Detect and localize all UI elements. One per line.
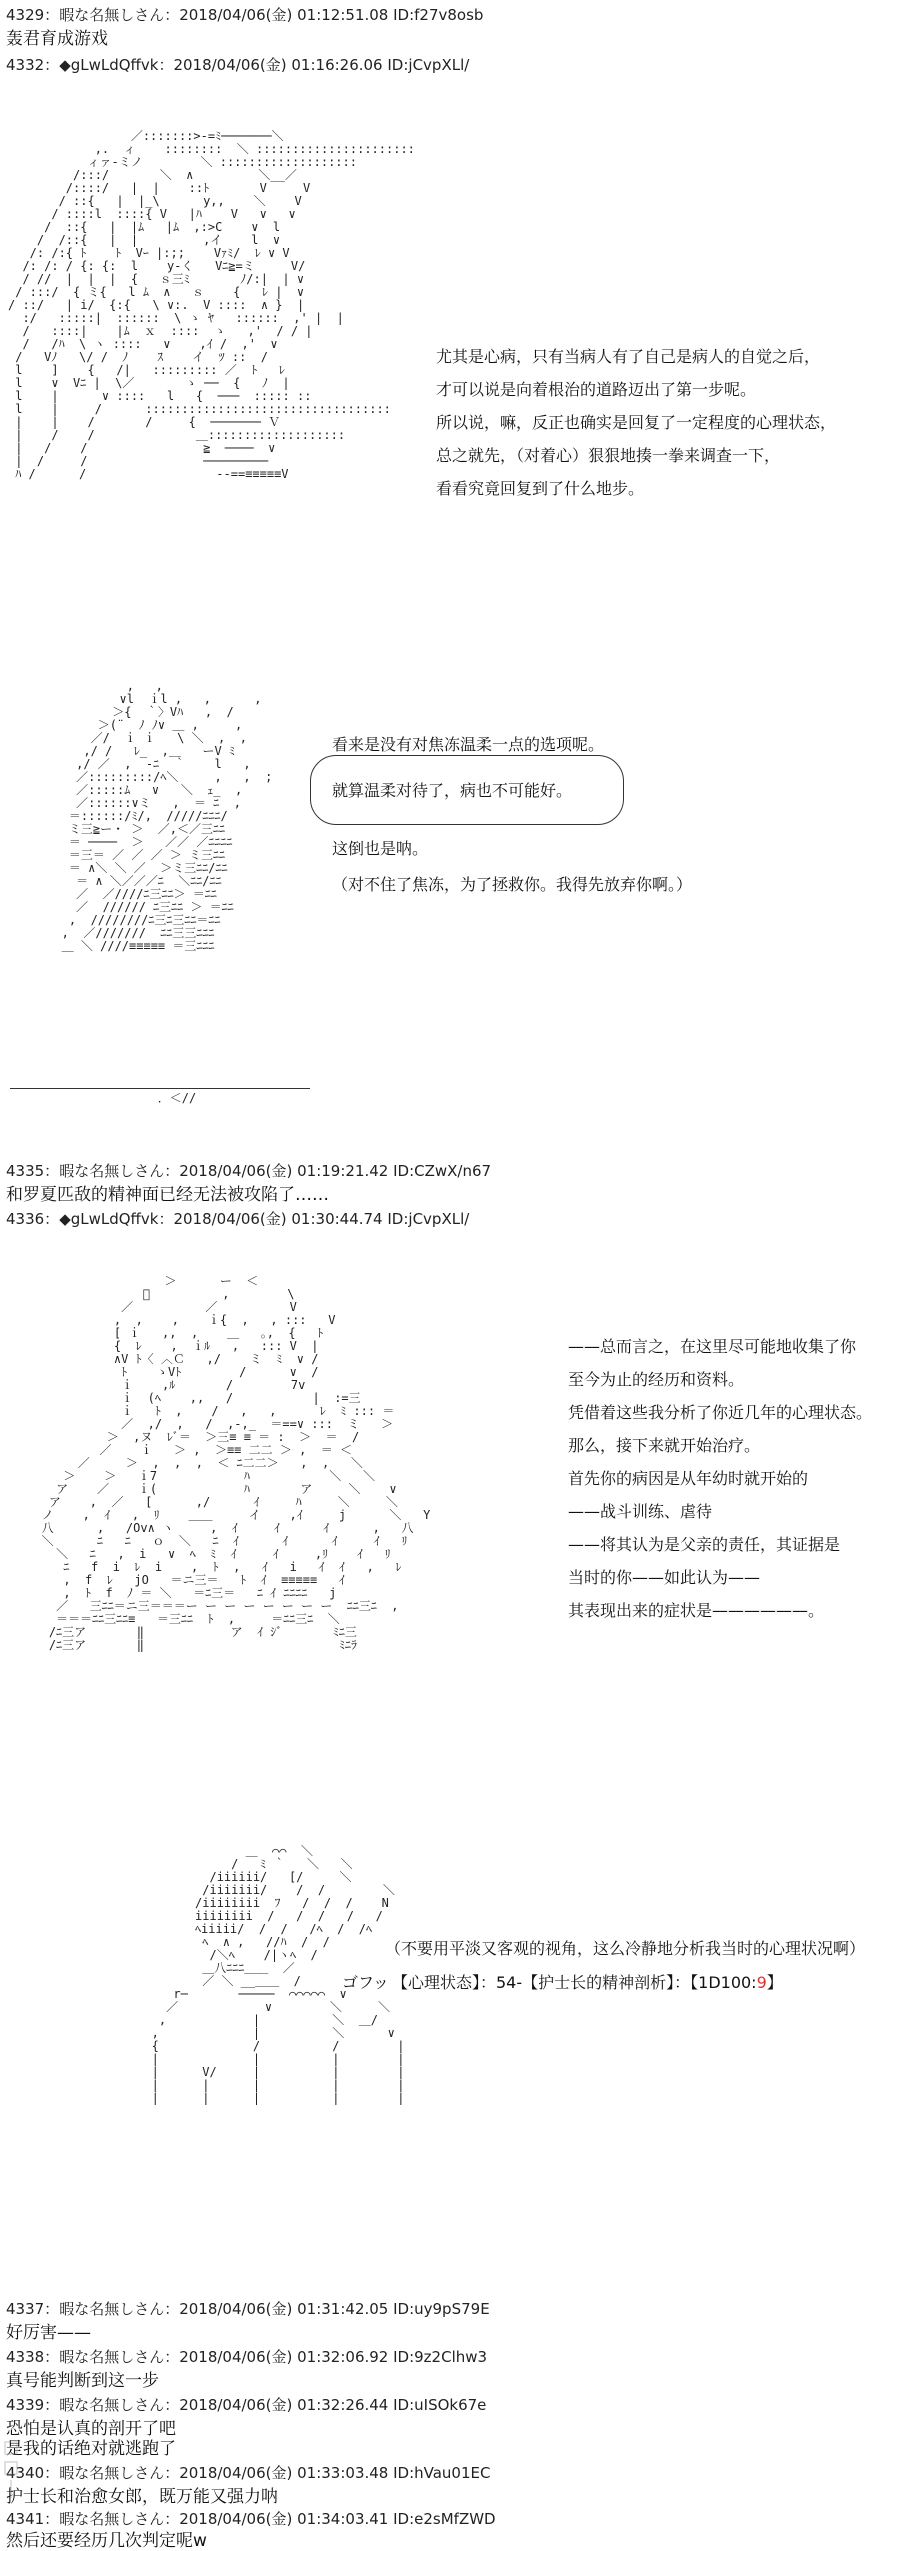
dialogue-line: （不要用平淡又客观的视角，这么冷静地分析我当时的心理状况啊） — [385, 1939, 866, 1958]
dialogue-line: 这倒也是呐。 — [332, 839, 429, 858]
post-number: 4337： — [6, 2300, 60, 2318]
post-header: 4338：暇な名無しさん：2018/04/06(金) 01:32:06.92 ID:9z2Clhw3 — [6, 2348, 488, 2366]
post-header: 4337：暇な名無しさん：2018/04/06(金) 01:31:42.05 ID:uy9pS79E — [6, 2300, 490, 2318]
dice-result: 【心理状态】：54-【护士长的精神剖析】：【1D100:9】 — [392, 1973, 783, 1992]
post-number: 4340： — [6, 2464, 60, 2482]
speech-bubble-text: 就算温柔对待了，病也不可能好。 — [332, 781, 573, 800]
dialogue-line: （对不住了焦冻，为了拯救你。我得先放弃你啊。） — [332, 875, 693, 894]
post-number: 4329： — [6, 6, 60, 24]
dialogue-line: 看来是没有对焦冻温柔一点的选项呢。 — [332, 735, 605, 754]
ascii-art-nurse-standing: ＞ ー ＜ ﾟ , \ ／ ／ V , , , ｉ{ , , ::: V [ ｉ ,, , ＿ ｡, { ﾄ { ﾚ , ｉﾙ , ::: V | ∧V ﾄ〈 ︿Ｃ ,/ ミ ﾐ ∨ / ﾄ ゝVﾄ / ∨ / ｉ ,ﾙ / 7v ｉ (ﾍ ,, / | :=三 ｉ ﾄ , / , , ﾚ ﾐ ::: ＝ ／ ,/ , / ,-,_ ＝==∨ ::: ミ ＞ ＞ ,ヌ ﾚﾞ＝ ＞三≡ ≡ ＝ : ＞ ＝ / ／ ｉ ＞ , ＞≡≡ 二二 ＞ , ＝ ＜ ／ ＞ , , , ＜ ﾆ二二＞ , , ＼ ＞ ＞ ｉ7 ﾊ ＼ ＼ ア ／ ｉ( ﾊ ア ＼ ∨ ア , ／ [ ,/ ｲ ﾊ ＼ ＼ ノ , ｲ , ﾘ ＿＿ イ ,ｲ j ＼ Y 八 , /Ov∧ ヽ , ｲ ｲ ｲ , 八 ＼ ﾆ ﾆ ｏ ＼ ﾆ ｲ ｲ ｲ ｲ ﾘ ＼ ﾆ , i ∨ ﾍ ﾐ ｲ ｲ ,ﾘ ｲ ﾘ ﾆ f i ﾚ i , ﾄ , ｲ i ｲ ｲ , ﾚ , f ﾚ jO ＝ニ三＝ ﾄ ｲ ≡≡≡≡≡ ｲ , ﾄ f ﾉ ＝ ＼ ＝ﾆ三＝ ﾆ ｲ ﾆﾆﾆﾆ j ／ 三ﾆﾆ＝ニ三＝＝＝ー ー ー ー ー ー ー ー ﾆﾆ三ﾆ , ＝＝＝ﾆﾆ三ﾆﾆ≡ ＝三ﾆﾆ ﾄ , ＝ﾆﾆ三ﾆ ＼ /ﾆ三ア ‖ ア ｲ ｼﾞ ﾐﾆ三 /ﾆ三ア ‖ ﾐﾆﾗ — [41, 1274, 431, 1652]
post-number: 4332： — [6, 56, 60, 74]
post-body: 和罗夏匹敌的精神面已经无法被攻陷了…… — [6, 1185, 329, 1205]
post-body: 轰君育成游戏 — [6, 29, 108, 49]
watermark-logo — [2, 2440, 20, 2540]
narration-block: 尤其是心病，只有当病人有了自己是病人的自觉之后， 才可以说是向着根治的道路迈出了第一步呢。 所以说，嘛，反正也确实是回复了一定程度的心理状态， 总之就先，（对着心）狠狠地揍一拳来调查一下， 看看究竟回复到了什么地步。 — [436, 347, 837, 498]
post-header: 4339：暇な名無しさん：2018/04/06(金) 01:32:26.44 ID:uISOk67e — [6, 2396, 487, 2414]
post-number: 4338： — [6, 2348, 60, 2366]
divider-line — [10, 1088, 310, 1089]
post-body: 然后还要经历几次判定呢w — [6, 2531, 207, 2551]
dice-roll-value: 9 — [756, 1973, 767, 1992]
sound-effect: ゴフッ — [342, 1973, 389, 1992]
post-number: 4335： — [6, 1162, 60, 1180]
post-number: 4341： — [6, 2510, 60, 2528]
ascii-art-boy-coughing: ＿ ⌒⌒ ＼ / ﾐ ｀ ＼ ＼ /iiiiii/ [/ ＼ /iiiiiii/ / / ＼ /iiiiiiii ﾌ / / / N iiiiiiii / / / / / ﾍiiiii/ / / /ﾍ / /ﾍ ﾍ ∧ , //ﾊ / / /＼ﾍ /|ヽﾍ / ＿八ﾆﾆﾆ＿＿ ／ ／ ＼ __＿＿ / r─ ───── ⌒⌒⌒⌒⌒ ∨ ／ ∨ ＼ ＼ , | ＼ ＿/ , | ＼ ∨ { / / | | | | | | V/ | | | | | | | | | | | | | — [151, 1844, 405, 2105]
post-body: 是我的话绝对就逃跑了 — [6, 2439, 176, 2459]
post-header: 4336：◆gLwLdQffvk：2018/04/06(金) 01:30:44.74 ID:jCvpXLl/ — [6, 1210, 470, 1228]
post-header: 4332：◆gLwLdQffvk：2018/04/06(金) 01:16:26.06 ID:jCvpXLl/ — [6, 56, 470, 74]
post-header: 4340：暇な名無しさん：2018/04/06(金) 01:33:03.48 ID:hVau01EC — [6, 2464, 491, 2482]
narration-block: ——总而言之，在这里尽可能地收集了你 至今为止的经历和资料。 凭借着这些我分析了你近几年的心理状态。 那么，接下来就开始治疗。 首先你的病因是从年幼时就开始的 ——战斗训练、虐待 ——将其认为是父亲的责任，其证据是 当时的你——如此认为—— 其表现出来的症状是——————。 — [568, 1337, 873, 1620]
post-header: 4335：暇な名無しさん：2018/04/06(金) 01:19:21.42 ID:CZwX/n67 — [6, 1162, 492, 1180]
post-number: 4339： — [6, 2396, 60, 2414]
post-body: 好厉害—— — [6, 2323, 91, 2343]
post-header: 4329：暇な名無しさん：2018/04/06(金) 01:12:51.08 ID:f27v8osb — [6, 6, 484, 24]
post-body: 护士长和治愈女郎，既万能又强力呐 — [6, 2487, 278, 2507]
post-body: 恐怕是认真的剖开了吧 — [6, 2419, 176, 2439]
ascii-art-feet: ．＜// — [100, 1091, 197, 1105]
post-body: 真号能判断到这一步 — [6, 2371, 159, 2391]
ascii-art-boy-sitting: , , ∨l ｉl , , , ＞{ ｀〉Vﾊ , / ＞(¨ ﾉ ﾉ∨ ＿ , , ／/ ｉ ｉ \ ＼ , , ,/ / ﾚ_ ,＿ ーV ﾐ ,/ ／ , -ﾆ ｀ l , ／:::::::::/ﾍ＼ , , ; ／:::::ﾑ ∨ ＼ ｪ_ , ／::::::∨ミ , ＝ ﾆ , ＝::::::/ﾐ/, /////ﾆﾆﾆ/ ミ三≧ー・ ＞ ／,＜／三ﾆﾆ ＝ ──── ＞ ／／ ／ﾆﾆﾆﾆ ＝三＝ ／ ／ ／ ＞ ミ三ﾆﾆ ＝ ∧＼ ＼ ／ ＞ミ三ﾆﾆ/ﾆﾆ ＝ ∧ ＼／／／ﾆ ＼ﾆﾆ/ﾆﾆ ／ ／////ﾆ三ﾆﾆ＞ ＝ﾆﾆ ／ ////// ﾆ三ﾆﾆ ＞ ＝ﾆﾆ , ////////ﾆ三ﾆ三ﾆﾆ＝ﾆﾆ , ／/////// ﾆﾆ三三ﾆﾆﾆ ＿ ＼ ////≡≡≡≡≡ ＝三ﾆﾆﾆ — [61, 679, 273, 953]
post-header: 4341：暇な名無しさん：2018/04/06(金) 01:34:03.41 ID:e2sMfZWD — [6, 2510, 496, 2528]
post-number: 4336： — [6, 1210, 60, 1228]
ascii-art-nurse-reading: ／:::::::>-=ﾐ───────＼ ,. ィ :::::::: ＼ :::::::::::::::::::::: ィァ-ミノ ＼ ::::::::::::::::::: /:::/ ＼ ∧ ＼__／ /::::/ | | ::ﾄ V V / ::{ | |_\ y,, ＼ V / ::::l ::::{ V |ﾊ V ∨ ∨ / ::{ | |ﾑ |ﾑ ,:>C ∨ l / /::{ | | ,イ l ∨ /: /:{ ﾄ ﾄ Vｰ |:;; Vｧﾐ/ ﾚ ∨ V /: /: / {: {: l y-く Vﾆ≧=ミ V/ / // | | | { ｓ三ﾐ ﾉ/:| | ∨ / :::/ { ミ{ l ﾑ ∧ ｓ { ﾚ | ∨ / ::/ | i/ {:{ \ ∨:. V :::: ∧ } | :/ :::::| :::::: \ ゝ ﾔ :::::: ,' | | / ::::| |ﾑ ｘ :::: ゝ ,' / / | / /ﾊ \ ヽ :::: ∨ ,ｲ / ,' ∨ / Vﾉ \/ / ﾉ ｽ イ ﾂ :: / l ] { /| ::::::::: ／ ﾄ ﾚ l ∨ Vﾆ | \／ ゝ ── { ﾉ | l | ∨ :::: l { ─── ::::: :: l | / :::::::::::::::::::::::::::::::::: | | / / { ─────── Ｖ | / / ＿::::::::::::::::::: | / / ≧ ──── ∨ | / / ───────── ﾊ / / --==≡≡≡≡≡V — [8, 129, 415, 481]
